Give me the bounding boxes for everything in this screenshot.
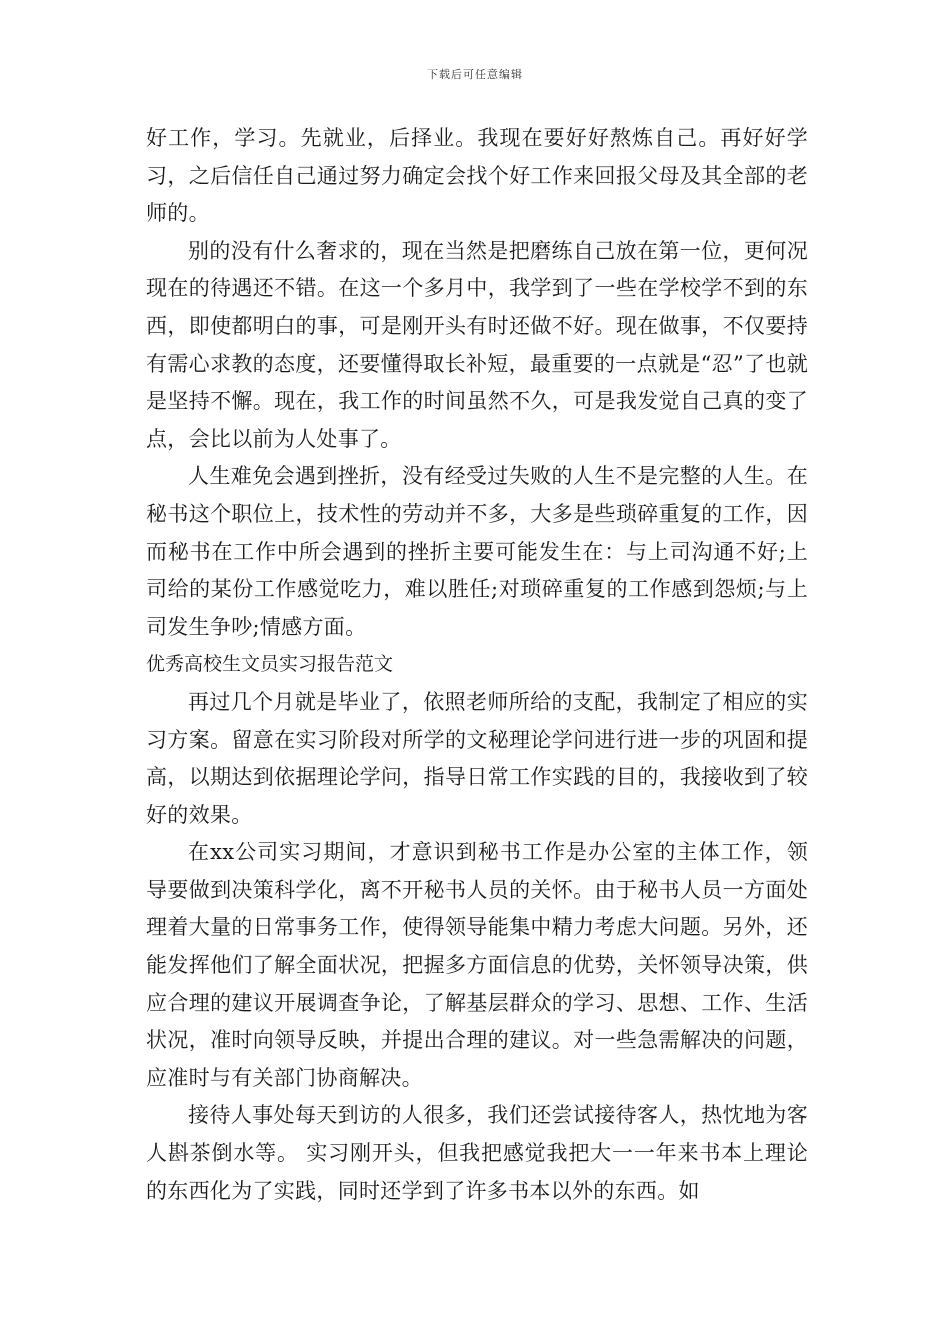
document-body — [146, 120, 808, 1210]
paragraph: 好工作，学习。先就业，后择业。我现在要好好熬炼自己。再好好学习，之后信任自己通过努力确定会找个好工作来回报父母及其全部的老师的。 — [146, 126, 808, 226]
paragraph: 接待人事处每天到访的人很多，我们还尝试接待客人，热忱地为客人斟茶倒水等。 实习刚开头，但我把感觉我把大一一年来书本上理论的东西化为了实践，同时还学到了许多书本以外的东西。如 — [146, 1103, 808, 1203]
section-title: 优秀高校生文员实习报告范文 — [146, 653, 394, 676]
paragraph: 别的没有什么奢求的，现在当然是把磨练自己放在第一位，更何况现在的待遇还不错。在这一个多月中，我学到了一些在学校学不到的东西，即使都明白的事，可是刚开头有时还做不好。现在做事，不仅要持有需心求教的态度，还要懂得取长补短，最重要的一点就是“忍”了也就是坚持不懈。现在，我工作的时间虽然不久，可是我发觉自己真的变了点，会比以前为人处事了。 — [146, 238, 808, 451]
paragraph: 再过几个月就是毕业了，依照老师所给的支配，我制定了相应的实习方案。留意在实习阶段对所学的文秘理论学问进行进一步的巩固和提高，以期达到依据理论学问，指导日常工作实践的目的，我接收到了较好的效果。 — [146, 689, 808, 827]
paragraph: 在xx公司实习期间，才意识到秘书工作是办公室的主体工作，领导要做到决策科学化，离不开秘书人员的关怀。由于秘书人员一方面处理着大量的日常事务工作，使得领导能集中精力考虑大问题。另外，还能发挥他们了解全面状况，把握多方面信息的优势，关怀领导决策，供应合理的建议开展调查争论，了解基层群众的学习、思想、工作、生活状况，准时向领导反映，并提出合理的建议。对一些急需解决的问题，应准时与有关部门协商解决。 — [146, 840, 808, 1090]
page-header: 下载后可任意编辑 — [427, 68, 523, 81]
paragraph: 人生难免会遇到挫折，没有经受过失败的人生不是完整的人生。在秘书这个职位上，技术性的劳动并不多，大多是些琐碎重复的工作，因而秘书在工作中所会遇到的挫折主要可能发生在：与上司沟通不好;上司给的某份工作感觉吃力，难以胜任;对琐碎重复的工作感到怨烦;与上司发生争吵;情感方面。 — [146, 464, 808, 639]
